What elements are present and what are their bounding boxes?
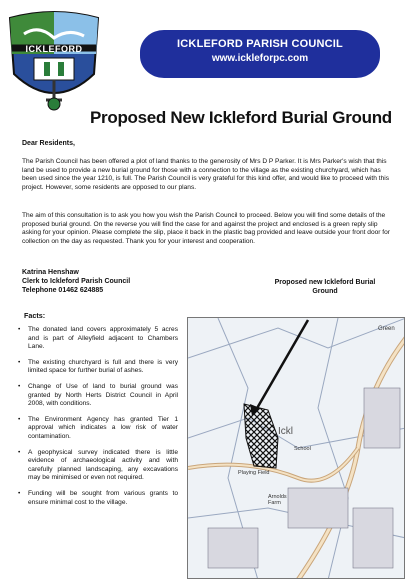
fact-item: • The existing churchyard is full and there is very limited space for further burial of ashes. bbox=[18, 359, 178, 376]
map-label-arnolds-farm: Arnolds Farm bbox=[268, 494, 287, 506]
parish-crest bbox=[4, 4, 104, 114]
facts-list bbox=[18, 326, 178, 514]
page-title: Proposed New Ickleford Burial Ground bbox=[90, 108, 392, 127]
letter-paragraph-2: The aim of this consultation is to ask you how you wish the Parish Council to proceed. Below you will find some details of the proposed burial ground. On the reverse you will find the case for and against the project and enclosed is a green reply slip asking for your opinion. Please complete the slip, place it back in the plastic bag provided and leave outside your front door for collection on the day as requested. Thank you for your interest and cooperation. bbox=[22, 212, 391, 245]
fact-item: • The Environment Agency has granted Tier 1 approval which indicates a low risk of water contamination. bbox=[18, 416, 178, 442]
fact-item: • Funding will be sought from various grants to ensure minimal cost to the village. bbox=[18, 490, 178, 507]
map-label-green: Green bbox=[378, 326, 395, 332]
council-name: ICKLEFORD PARISH COUNCIL bbox=[177, 38, 343, 50]
signoff-block bbox=[22, 268, 130, 295]
map-label-playing-field: Playing Field bbox=[238, 470, 270, 476]
signoff-telephone: Telephone 01462 624885 bbox=[22, 287, 104, 294]
location-map bbox=[187, 317, 405, 579]
facts-title: Facts: bbox=[24, 311, 46, 320]
crest-icon bbox=[4, 4, 104, 114]
salutation: Dear Residents, bbox=[22, 140, 75, 147]
map-label-village: Ickl bbox=[278, 426, 293, 437]
signoff-name: Katrina Henshaw bbox=[22, 269, 79, 276]
fact-item: • The donated land covers approximately 5 acres and is part of Alleyfield adjacent to Chambers Lane. bbox=[18, 326, 178, 352]
map-label-school: School bbox=[294, 446, 311, 452]
council-banner bbox=[140, 30, 380, 78]
letter-paragraph-1: The Parish Council has been offered a plot of land thanks to the generosity of Mrs D P Parker. It is Mrs Parker's wish that this land be used to provide a new burial ground for those with a connection to the village as the existing churchyard, which has been used since the year 1210, is full. The Parish Council is very grateful for this kind offer, and would like to proceed with this project. However, some residents are opposed to our plans. bbox=[22, 158, 390, 191]
crest-text: ICKLEFORD bbox=[25, 44, 83, 54]
fact-item: • Change of Use of land to burial ground was granted by North Herts District Council in April 2008, with conditions. bbox=[18, 383, 178, 409]
fact-item: • A geophysical survey indicated there is little evidence of archaeological activity and with carefully planned landscaping, any excavations may be minimised or even not required. bbox=[18, 449, 178, 483]
council-website[interactable]: www.ickleforpc.com bbox=[211, 53, 309, 64]
signoff-title: Clerk to Ickleford Parish Council bbox=[22, 278, 131, 285]
map-caption: Proposed new Ickleford Burial Ground bbox=[274, 279, 376, 295]
